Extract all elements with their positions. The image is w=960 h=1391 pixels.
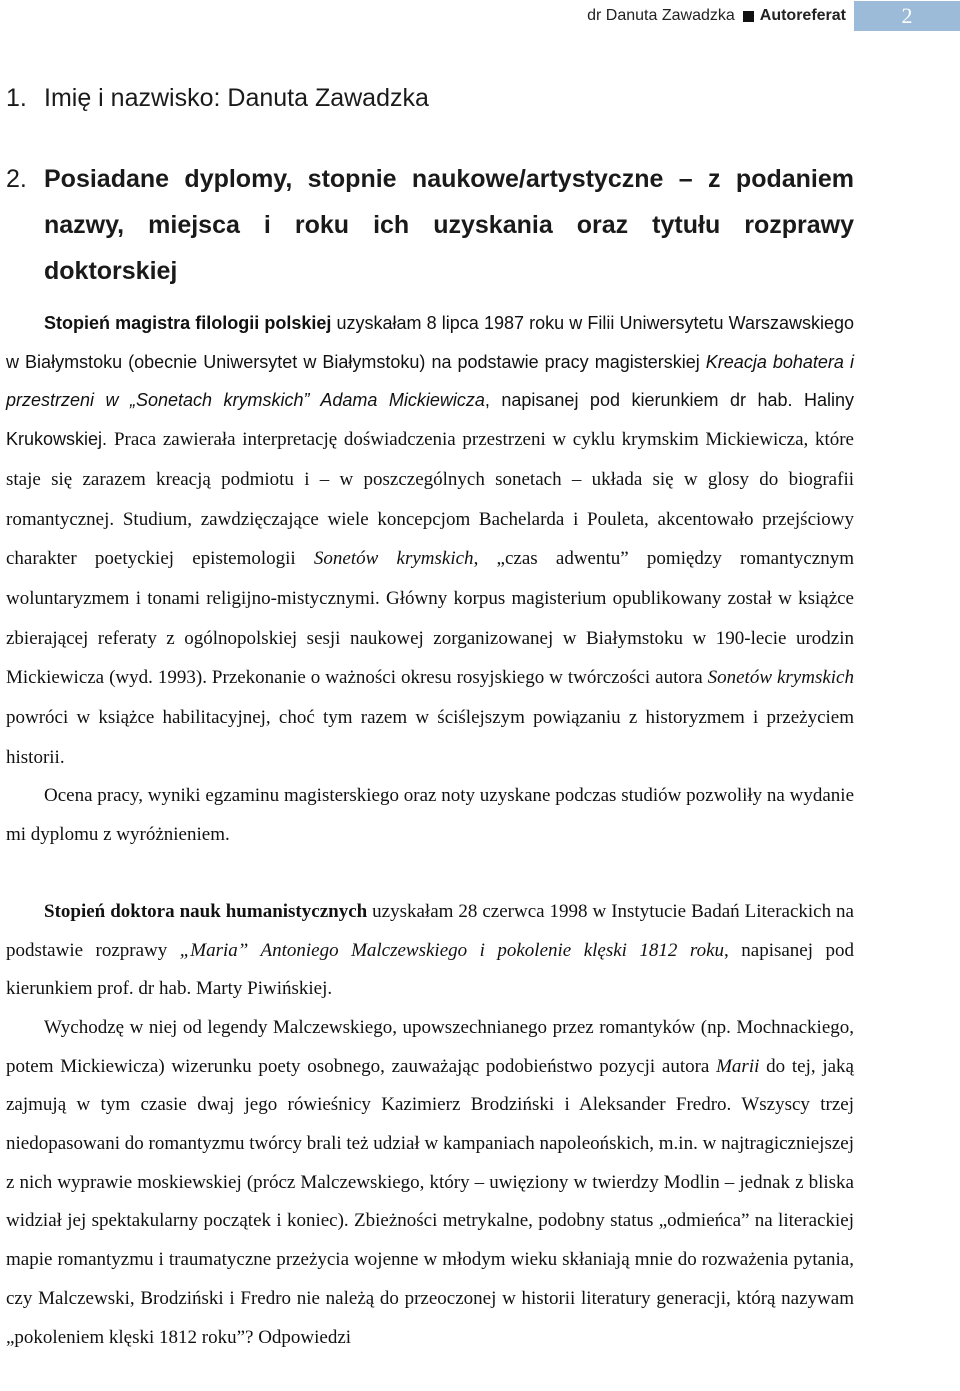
thesis-title: „Maria” Antoniego Malczewskiego i pokolenie klęski 1812 roku (179, 939, 725, 961)
body-text: do tej, jaką zajmują w tym czasie dwaj jego rówieśnicy Kazimierz Brodziński i Aleksander Fredro. Wszyscy trzej niedopasowani do romantyzmu twórcy brali też udział w kampaniach napoleońskich, m.in. w najtragiczniejszej z nich wyprawie moskiewskiej (prócz Malczewskiego, który – uwięziony w twierdzy Modlin – jednak z bliska widział jej spektakularny początek i koniec). Zbieżności metrykalne, podobny status „odmieńca” na literackiej mapie romantyzmu i traumatyczne przeżycia wojenne w młodym wieku skłaniają mnie do rozważenia pytania, czy Malczewski, Brodziński i Fredro nie należą do przeoczonej w historii literatury generacji, którą nazywam „pokoleniem klęski 1812 roku”? Odpowiedzi (6, 1055, 854, 1348)
section-title: Posiadane dyplomy, stopnie naukowe/artystyczne – z podaniem nazwy, miejsca i roku ich uzyskania oraz tytułu rozprawy doktorskiej (44, 165, 854, 285)
work-title: Sonetów krymskich (313, 548, 474, 570)
lead-text: Stopień magistra filologii polskiej (44, 313, 332, 333)
body-text: Praca zawierała interpretację doświadczenia przestrzeni w cyklu krymskim Mickiewicza, które staje się zarazem kreacją podmiotu i – w poszczególnych sonetach – układa się w glosy do biografii romantycznej. Studium, zawdzięczające wiele koncepcjom Bachelarda i Pouleta, akcentowało przejściowy charakter poetyckiej epistemologii (6, 429, 854, 570)
document-body (6, 80, 854, 1357)
body-text: Wychodzę w niej od legendy Malczewskiego, upowszechnianego przez romantyków (np. Mochnackiego, potem Mickiewicza) wizerunku poety osobnego, zauważając podobieństwo pozycji autora (6, 1016, 854, 1077)
page-number-badge (854, 1, 960, 31)
paragraph-diploma: Ocena pracy, wyniki egzaminu magisterskiego oraz noty uzyskane podczas studiów pozwoliły na wydanie mi dyplomu z wyróżnieniem. (6, 785, 854, 846)
header-author: dr Danuta Zawadzka (587, 7, 735, 24)
section-number: 2. (6, 165, 27, 193)
spacer (6, 855, 854, 893)
page-header (587, 0, 960, 32)
square-bullet-icon (743, 11, 754, 22)
section-title: Imię i nazwisko: Danuta Zawadzka (44, 84, 429, 112)
body-text: uzyskałam 28 czerwca 1998 w Instytucie Badań Literackich na podstawie rozprawy (6, 900, 854, 961)
paragraph-doctoral-description (6, 1009, 854, 1357)
page-number: 2 (901, 3, 913, 28)
body-text: powróci w książce habilitacyjnej, choć tym razem w ściślejszym powiązaniu z historyzmem i przeżyciem historii. (6, 707, 854, 768)
section-heading-1 (6, 80, 854, 116)
paragraph-masters-degree (6, 304, 854, 777)
section-number: 1. (6, 84, 27, 112)
header-title: Autoreferat (759, 7, 846, 24)
body-text: , „czas adwentu” pomiędzy romantycznym woluntaryzmem i tonami religijno-mistycznymi. Główny korpus magisterium opublikowany został w książce zbierającej referaty z ogólnopolskiej sesji naukowej zorganizowanej w Białymstoku w 190-lecie urodzin Mickiewicza (wyd. 1993). Przekonanie o ważności okresu rosyjskiego w twórczości autora (6, 548, 855, 689)
work-title: Sonetów krymskich (707, 667, 854, 689)
body-text: , napisanej pod kierunkiem prof. dr hab. Marty Piwińskiej. (6, 939, 854, 1000)
thesis-title: Kreacja bohatera i przestrzeni w „Sonetach krymskich” Adama Mickiewicza (6, 351, 854, 411)
work-title: Marii (716, 1055, 760, 1077)
body-text: uzyskałam 8 lipca 1987 roku w Filii Uniwersytetu Warszawskiego w Białymstoku (obecnie Uniwersytet w Białymstoku) na podstawie pracy magisterskiej (6, 313, 854, 372)
lead-text: Stopień doktora nauk humanistycznych (44, 900, 368, 922)
body-text: , napisanej pod kierunkiem dr hab. Haliny Krukowskiej. (6, 390, 854, 450)
section-heading-2 (6, 156, 854, 294)
paragraph-doctoral-degree (6, 893, 854, 1009)
